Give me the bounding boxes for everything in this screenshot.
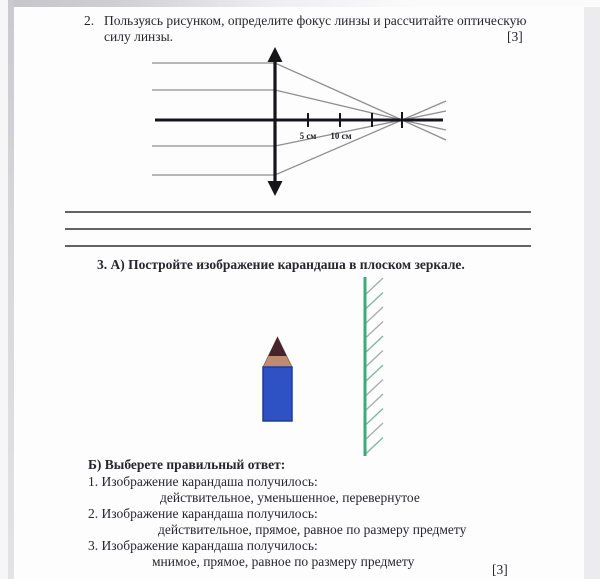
ray-1	[152, 63, 446, 140]
page-edge-left-shadow	[8, 0, 14, 579]
question3b-marks: [3]	[492, 562, 508, 577]
lens-ray-diagram	[140, 45, 460, 200]
option-3-label: 3. Изображение карандаша получилось:	[88, 538, 318, 553]
pencil-graphic	[255, 330, 305, 430]
question3a-heading: 3. А) Постройте изображение карандаша в плоском зеркале.	[97, 257, 465, 272]
option-2-answer: действительное, прямое, равное по размеру предмету	[158, 522, 467, 537]
question2-text-line2: силу линзы.	[104, 29, 174, 44]
option-1-answer: действительное, уменьшенное, перевернутое	[160, 490, 420, 505]
question3b-heading: Б) Выберете правильный ответ:	[88, 457, 286, 472]
option-3-answer: мнимое, прямое, равное по размеру предмету	[152, 554, 415, 569]
tick-label-5cm: 5 см	[299, 131, 317, 141]
mirror-hatching	[366, 278, 383, 454]
option-1-label: 1. Изображение карандаша получилось:	[88, 474, 318, 489]
question2-marks: [3]	[507, 29, 523, 44]
page-edge-left-margin	[0, 0, 8, 579]
pencil-body	[263, 367, 292, 421]
option-2-label: 2. Изображение карандаша получилось:	[88, 506, 318, 521]
pencil-lead-tip	[268, 337, 286, 356]
question2-text-line1: Пользуясь рисунком, определите фокус линзы и рассчитайте оптическую	[104, 13, 527, 28]
lens-arrowhead-down	[268, 181, 283, 196]
question2-number: 2.	[84, 13, 95, 28]
answer-line	[65, 228, 531, 230]
plane-mirror-graphic	[350, 272, 410, 467]
answer-line	[65, 211, 531, 213]
tick-label-10cm: 10 см	[330, 131, 352, 141]
answer-line	[65, 245, 531, 247]
lens-arrowhead-up	[268, 47, 283, 62]
page-edge-top	[0, 0, 600, 7]
page-edge-right	[584, 7, 600, 579]
